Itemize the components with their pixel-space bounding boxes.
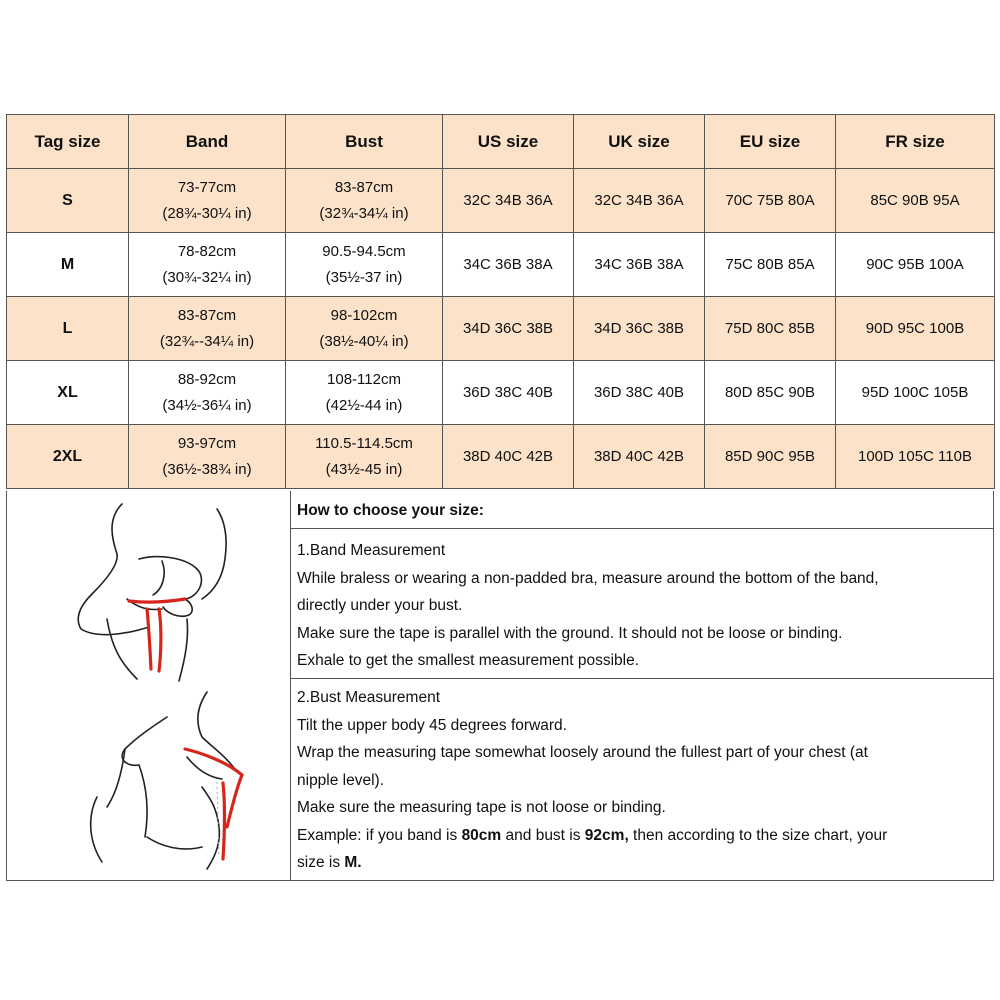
us-size-cell: 34C 36B 38A [443,233,574,297]
header-us-size: US size [443,115,574,169]
table-row [7,425,995,489]
uk-size-cell: 34C 36B 38A [574,233,705,297]
bust-cm: 90.5-94.5cm [322,242,406,260]
bust-instruction: Wrap the measuring tape somewhat loosely around the fullest part of your chest (at [297,744,868,761]
bust-measurement-illustration [77,687,277,877]
example-bust-value: 92cm, [584,826,629,844]
example-size-value: M. [344,854,362,871]
bust-cell [286,233,443,297]
bust-cm: 110.5-114.5cm [315,434,413,452]
eu-size-cell: 75D 80C 85B [705,297,836,361]
bust-cm: 98-102cm [330,306,398,324]
instructions-column [291,491,993,880]
bust-in: (43½-45 in) [325,460,403,478]
uk-size-cell: 32C 34B 36A [574,169,705,233]
uk-size-cell: 34D 36C 38B [574,297,705,361]
tag-size-cell: S [7,169,129,233]
bust-instruction: Tilt the upper body 45 degrees forward. [297,716,567,734]
how-to-choose-heading-row [291,491,993,529]
fr-size-cell: 95D 100C 105B [836,361,995,425]
band-cell [129,169,286,233]
fr-size-cell: 85C 90B 95A [836,169,995,233]
bust-in: (38½-40¼ in) [319,332,409,350]
bust-in: (32¾-34¼ in) [319,204,409,222]
uk-size-cell: 38D 40C 42B [574,425,705,489]
example-text: Example: if you band is [297,826,462,844]
band-instruction: Make sure the tape is parallel with the ground. It should not be loose or binding. [297,624,843,642]
band-instruction: directly under your bust. [297,597,463,614]
example-text: then according to the size chart, your [628,826,888,844]
header-fr-size: FR size [836,115,995,169]
band-measurement-illustration [67,499,267,689]
bust-cell [286,169,443,233]
size-chart-table [6,114,995,489]
header-eu-size: EU size [705,115,836,169]
header-band: Band [129,115,286,169]
illustration-column [7,491,291,880]
bust-instruction: Make sure the measuring tape is not loose or binding. [297,799,666,816]
eu-size-cell: 85D 90C 95B [705,425,836,489]
eu-size-cell: 70C 75B 80A [705,169,836,233]
header-uk-size: UK size [574,115,705,169]
band-cm: 78-82cm [177,242,237,260]
band-in: (28¾-30¼ in) [162,204,252,222]
band-in: (32¾--34¼ in) [159,332,255,350]
tag-size-cell: XL [7,361,129,425]
band-cm: 93-97cm [177,434,237,452]
fr-size-cell: 90D 95C 100B [836,297,995,361]
size-example [297,822,993,850]
band-cm: 73-77cm [177,178,237,196]
band-instruction: Exhale to get the smallest measurement possible. [297,652,640,669]
band-instruction: While braless or wearing a non-padded bra, measure around the bottom of the band, [297,569,879,587]
bust-cell [286,425,443,489]
band-cm: 83-87cm [177,306,237,324]
header-tag-size: Tag size [7,115,129,169]
example-text: size is [297,854,345,871]
us-size-cell: 32C 34B 36A [443,169,574,233]
us-size-cell: 38D 40C 42B [443,425,574,489]
example-text: and bust is [501,826,585,844]
fr-size-cell: 100D 105C 110B [836,425,995,489]
size-example-result [297,849,993,877]
band-in: (34½-36¼ in) [162,396,252,414]
header-bust: Bust [286,115,443,169]
band-in: (30¾-32¼ in) [162,268,252,286]
bust-measurement-title: 2.Bust Measurement [297,689,441,706]
band-cell [129,233,286,297]
band-in: (36½-38¾ in) [162,460,252,478]
band-measurement-title: 1.Band Measurement [297,542,446,559]
example-band-value: 80cm [461,826,502,844]
eu-size-cell: 80D 85C 90B [705,361,836,425]
band-cm: 88-92cm [177,370,237,388]
band-cell [129,425,286,489]
how-to-choose-heading: How to choose your size: [297,502,484,519]
bust-measurement-section [291,679,993,880]
bust-cm: 108-112cm [327,370,401,388]
us-size-cell: 36D 38C 40B [443,361,574,425]
band-measurement-section [291,529,993,679]
table-row [7,233,995,297]
band-cell [129,297,286,361]
fr-size-cell: 90C 95B 100A [836,233,995,297]
bust-instruction: nipple level). [297,771,385,789]
bust-cm: 83-87cm [334,178,394,196]
bust-cell [286,361,443,425]
us-size-cell: 34D 36C 38B [443,297,574,361]
tag-size-cell: M [7,233,129,297]
bust-in: (42½-44 in) [325,396,403,414]
bust-in: (35½-37 in) [325,268,403,286]
table-row [7,361,995,425]
table-row [7,169,995,233]
tag-size-cell: 2XL [7,425,129,489]
table-header-row [7,115,995,169]
band-cell [129,361,286,425]
table-row [7,297,995,361]
measurement-guide [6,491,994,881]
tag-size-cell: L [7,297,129,361]
uk-size-cell: 36D 38C 40B [574,361,705,425]
bust-cell [286,297,443,361]
eu-size-cell: 75C 80B 85A [705,233,836,297]
